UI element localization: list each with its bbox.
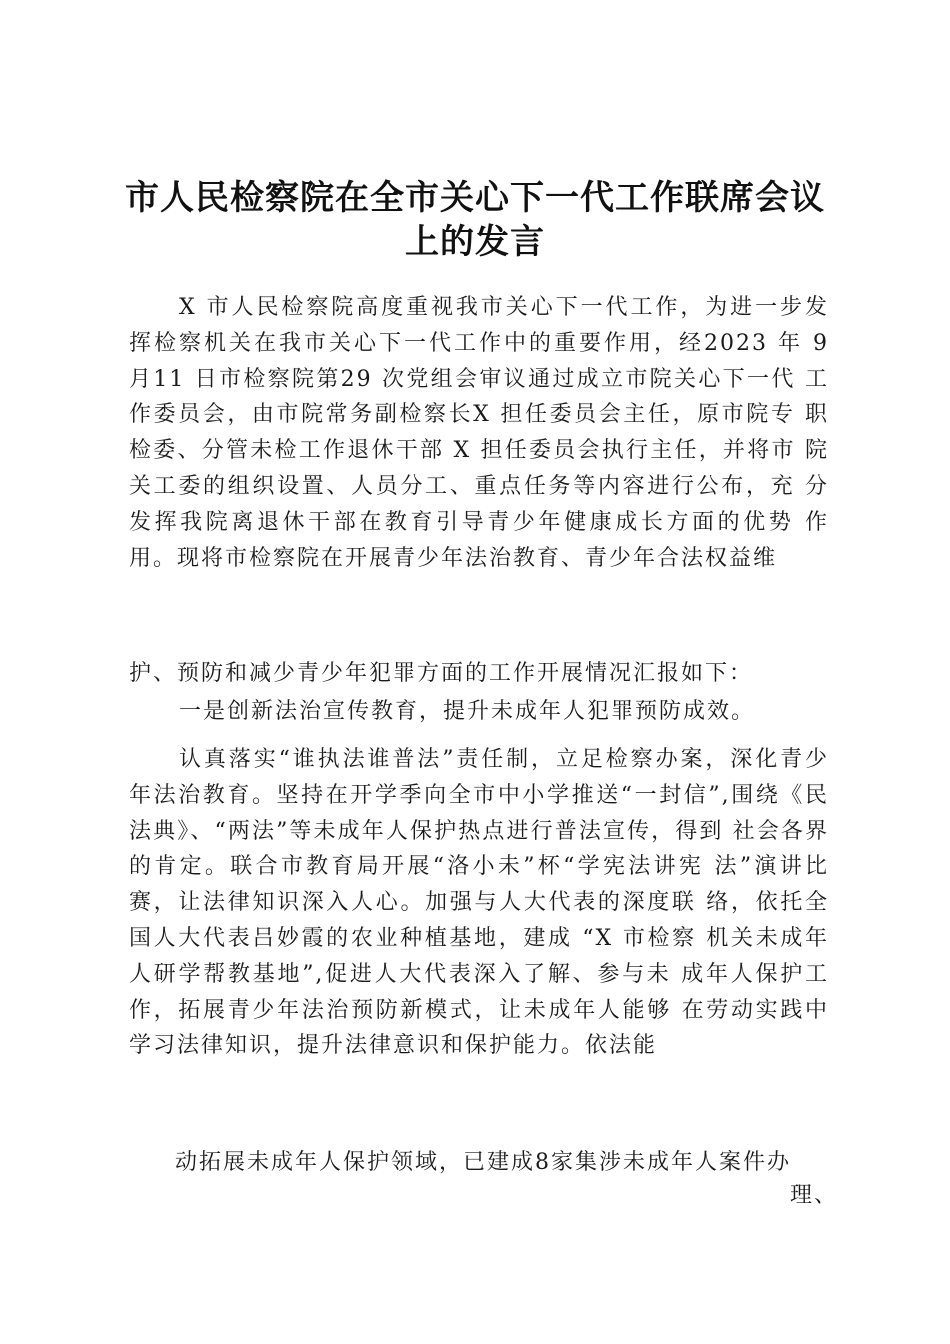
paragraph-section-1-wrap: 理、 [790,1183,839,1208]
paragraph-section-1-continued: 动拓展未成年人保护领域，已建成8家集涉未成年人案件办 [175,1150,791,1175]
section-heading-1: 一是创新法治宣传教育，提升未成年人犯罪预防成效。 [179,699,756,724]
paragraph-section-1: 认真落实“谁执法谁普法”责任制，立足检察办案，深化青少年法治教育。坚持在开学季向全市中小学推送“一封信”,围绕《民法典》、“两法”等未成年人保护热点进行普法宣传，得到 社会各界的肯定。联合市教育局开展“洛小未”杯“学宪法讲宪 法”演讲比赛，让法律知识深入人心。加强与人大代表的深度联 络，依托全国人大代表吕妙霞的农业种植基地，建成 “X 市检察 机关未成年人研学帮教基地”,促进人大代表深入了解、参与未 成年人保护工作，拓展青少年法治预防新模式，让未成年人能够 在劳动实践中学习法律知识，提升法律意识和保护能力。依法能 [129,747,829,1059]
document-title-line-1: 市人民检察院在全市关心下一代工作联席会议 [125,178,825,218]
paragraph-intro: X 市人民检察院高度重视我市关心下一代工作，为进一步发 挥检察机关在我市关心下一代工作中的重要作用，经2023 年 9 月11 日市检察院第29 次党组会审议通过成立市院关心下一代 工作委员会，由市院常务副检察长X 担任委员会主任，原市院专 职检委、分管未检工作退休干部 X 担任委员会执行主任，并将市 院关工委的组织设置、人员分工、重点任务等内容进行公布，充 分发挥我院离退休干部在教育引导青少年健康成长方面的优势 作用。现将市检察院在开展青少年法治教育、青少年合法权益维 [129,295,829,571]
document-title-line-2: 上的发言 [405,222,545,262]
paragraph-intro-continued: 护、预防和减少青少年犯罪方面的工作开展情况汇报如下： [129,661,754,686]
